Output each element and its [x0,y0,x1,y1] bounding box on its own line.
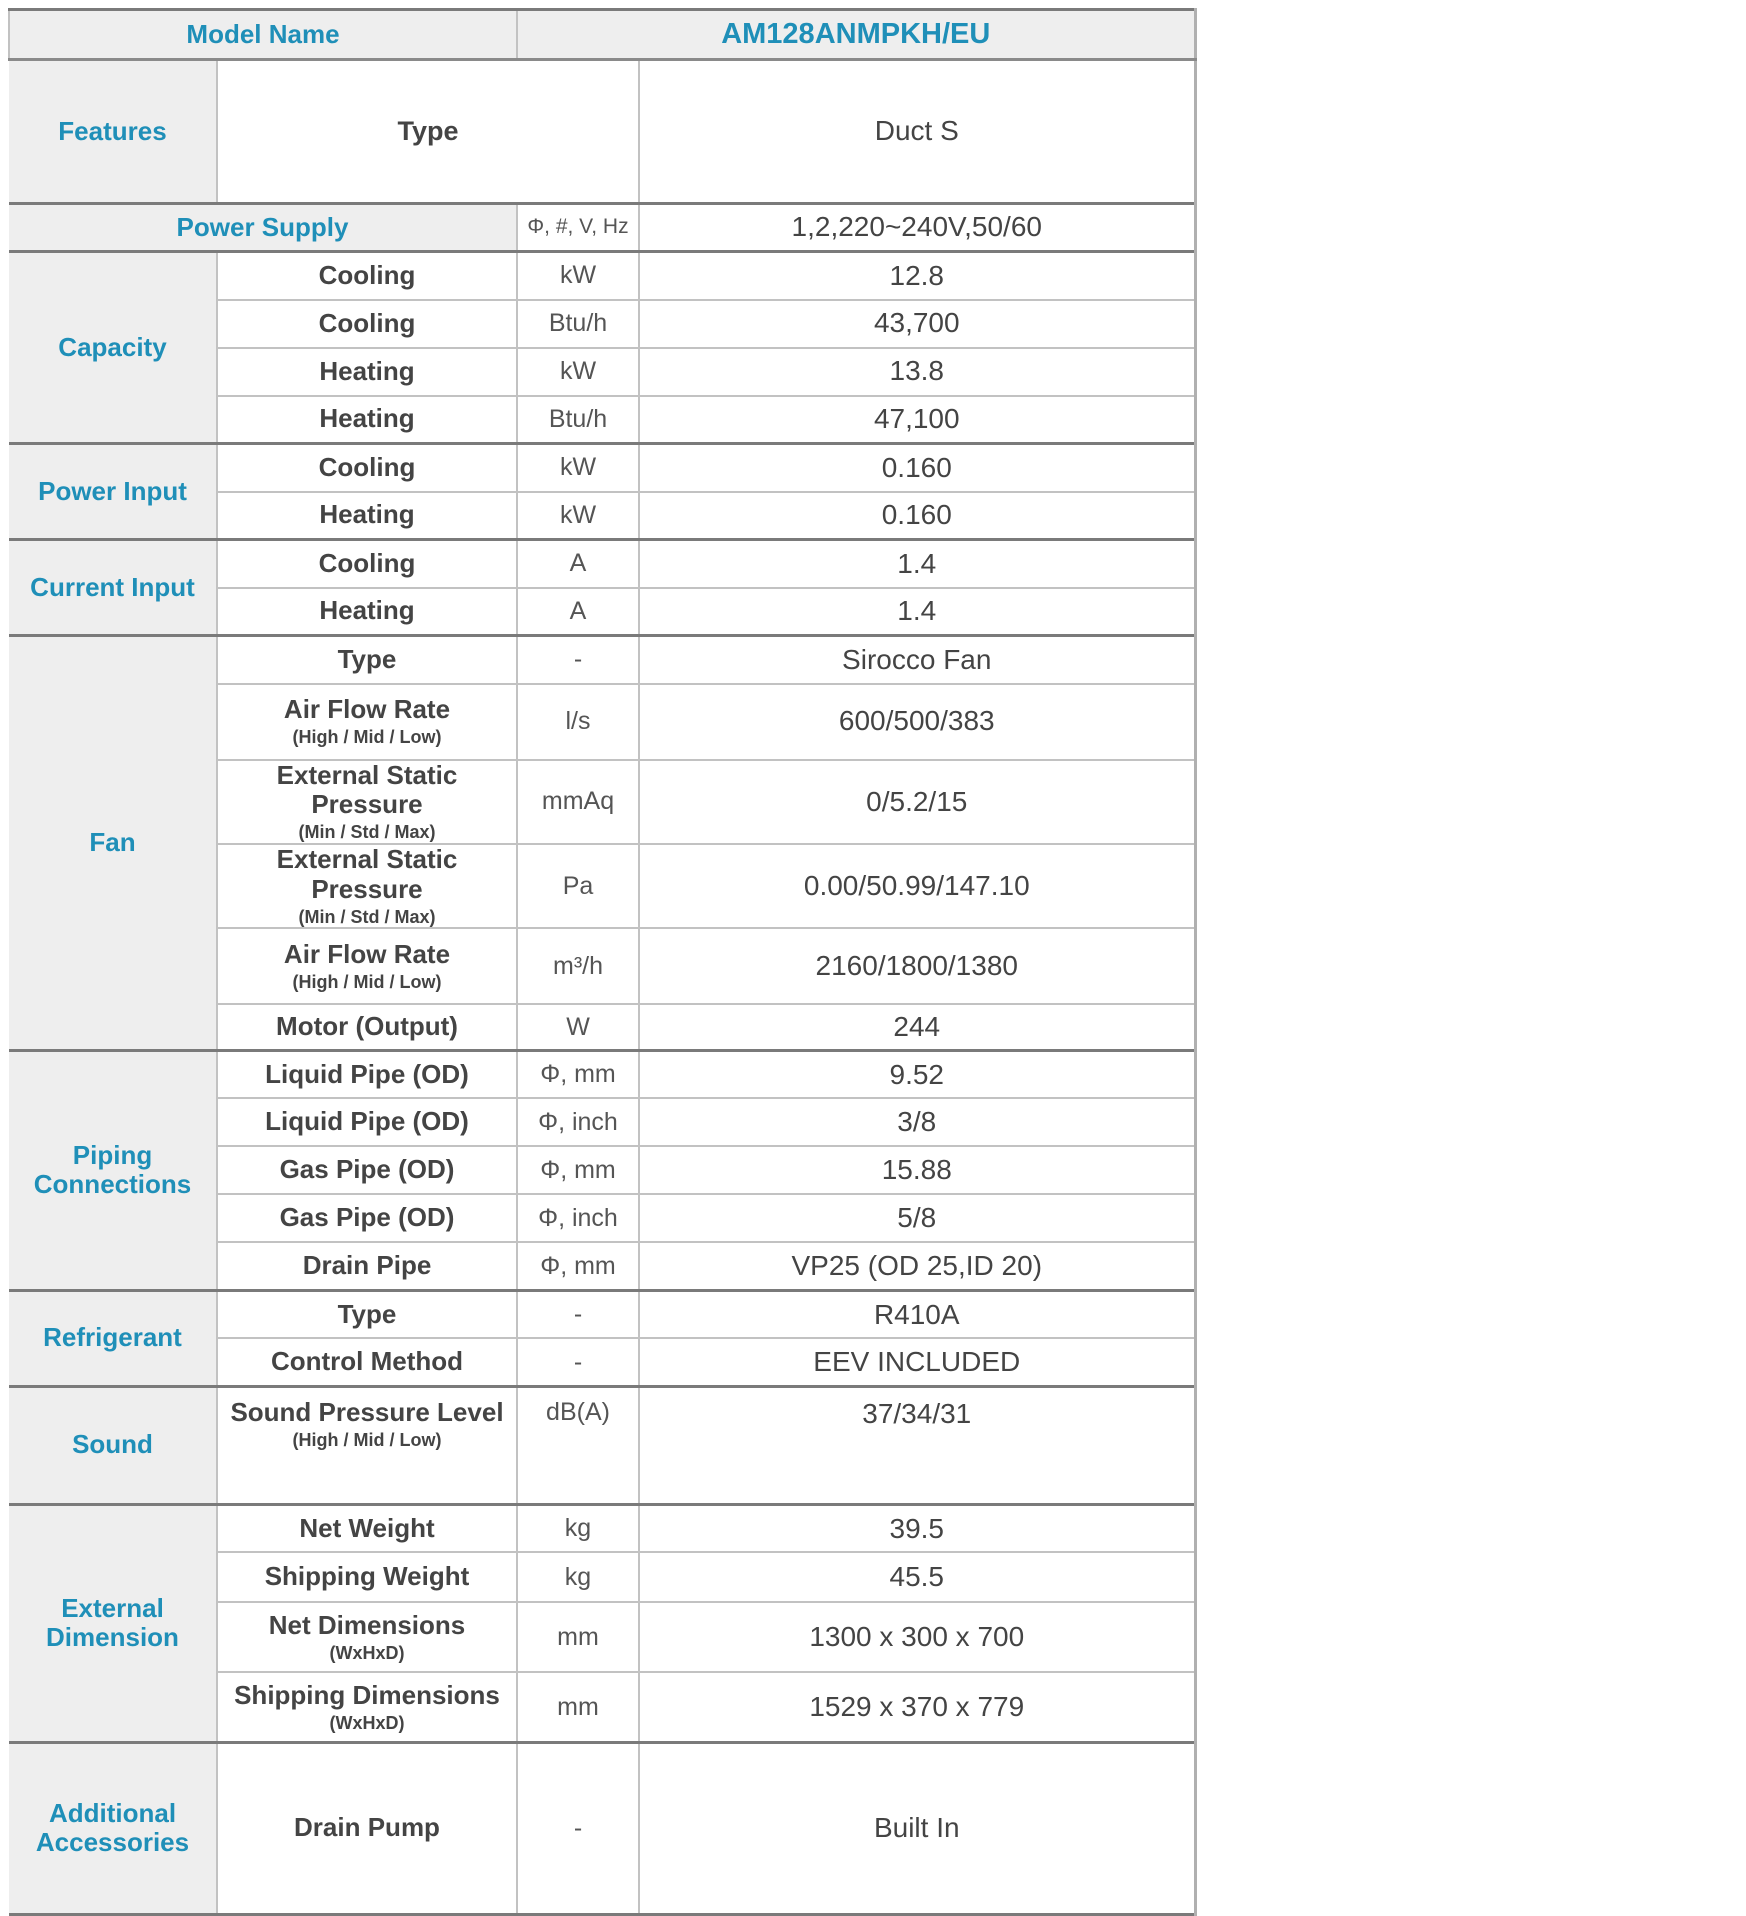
spec-item-cell [217,928,517,1004]
spec-item-subtitle: (High / Mid / Low) [292,1429,442,1450]
spec-unit: kg [517,1504,639,1552]
spec-item: Gas Pipe (OD) [217,1194,517,1242]
spec-value: VP25 (OD 25,ID 20) [639,1242,1195,1290]
spec-item: Cooling [217,252,517,300]
spec-item: Cooling [217,300,517,348]
spec-unit: Φ, inch [517,1194,639,1242]
category-external-dimension [9,1504,217,1742]
table-row [9,636,1195,684]
category-fan: Fan [9,636,217,1051]
spec-unit: - [517,636,639,684]
spec-item-subtitle: (WxHxD) [329,1643,405,1664]
model-name-label: Model Name [9,10,517,60]
spec-item-subtitle: (High / Mid / Low) [292,972,442,993]
spec-item-cell [217,1602,517,1672]
spec-value: Built In [639,1742,1195,1914]
spec-item: Motor (Output) [217,1004,517,1050]
spec-item: Liquid Pipe (OD) [217,1050,517,1098]
spec-value: 9.52 [639,1050,1195,1098]
spec-value: 600/500/383 [639,684,1195,760]
spec-value: 1.4 [639,540,1195,588]
spec-value: 45.5 [639,1552,1195,1602]
spec-value: 0.160 [639,492,1195,540]
spec-item: Control Method [217,1338,517,1386]
table-row [9,540,1195,588]
spec-item: External Static Pressure [276,843,458,904]
spec-value: Sirocco Fan [639,636,1195,684]
category-line: Additional [48,1797,177,1828]
category-power-input: Power Input [9,444,217,540]
spec-value: EEV INCLUDED [639,1338,1195,1386]
spec-unit: Φ, mm [517,1146,639,1194]
spec-item-subtitle: (Min / Std / Max) [298,906,436,927]
spec-item-cell [217,1386,517,1504]
spec-value: 13.8 [639,348,1195,396]
spec-unit: kW [517,252,639,300]
spec-unit: - [517,1290,639,1338]
category-power-supply: Power Supply [9,204,517,252]
table-row [9,1050,1195,1098]
spec-value: 0.00/50.99/147.10 [639,844,1195,928]
spec-item-subtitle: (Min / Std / Max) [298,822,436,843]
category-sound: Sound [9,1386,217,1504]
spec-item: External Static Pressure [276,759,458,820]
spec-item: Heating [217,492,517,540]
category-line: Connections [33,1169,192,1200]
spec-unit: mmAq [517,760,639,844]
spec-item: Net Weight [217,1504,517,1552]
spec-item: Sound Pressure Level [230,1396,504,1427]
header-row [9,10,1195,60]
spec-item-cell [217,760,517,844]
spec-item: Heating [217,348,517,396]
spec-value: 0.160 [639,444,1195,492]
spec-value: 3/8 [639,1098,1195,1146]
spec-unit: kW [517,444,639,492]
spec-value: 0/5.2/15 [639,760,1195,844]
spec-value: 37/34/31 [639,1386,1195,1504]
spec-item: Heating [217,588,517,636]
spec-unit: kg [517,1552,639,1602]
spec-unit: Φ, #, V, Hz [517,204,639,252]
spec-value: 39.5 [639,1504,1195,1552]
spec-unit: kW [517,348,639,396]
spec-unit: Pa [517,844,639,928]
spec-item: Type [217,60,639,204]
spec-value: 43,700 [639,300,1195,348]
spec-unit: - [517,1338,639,1386]
spec-value: 1.4 [639,588,1195,636]
power-supply-row [9,204,1195,252]
spec-item-subtitle: (WxHxD) [329,1712,405,1733]
model-name-value: AM128ANMPKH/EU [517,10,1195,60]
spec-unit: Φ, inch [517,1098,639,1146]
spec-unit: W [517,1004,639,1050]
spec-unit: Φ, mm [517,1050,639,1098]
spec-unit: A [517,588,639,636]
spec-value: 1300 x 300 x 700 [639,1602,1195,1672]
spec-value: 5/8 [639,1194,1195,1242]
spec-item: Drain Pipe [217,1242,517,1290]
spec-unit: m³/h [517,928,639,1004]
spec-table [8,8,1197,1916]
features-row [9,60,1195,204]
category-piping-connections [9,1050,217,1290]
spec-value: 1,2,220~240V,50/60 [639,204,1195,252]
spec-item: Type [217,1290,517,1338]
spec-item-subtitle: (High / Mid / Low) [292,727,442,748]
spec-item: Cooling [217,444,517,492]
spec-value: R410A [639,1290,1195,1338]
table-row [9,1386,1195,1504]
spec-unit: mm [517,1602,639,1672]
spec-unit: mm [517,1672,639,1742]
spec-unit: Btu/h [517,300,639,348]
spec-unit: dB(A) [517,1386,639,1504]
category-line: Dimension [46,1622,179,1653]
spec-item: Air Flow Rate [283,694,451,725]
spec-item: Cooling [217,540,517,588]
spec-value: 12.8 [639,252,1195,300]
spec-value: 244 [639,1004,1195,1050]
category-additional-accessories [9,1742,217,1914]
spec-item: Shipping Dimensions [234,1679,500,1710]
spec-item: Shipping Weight [217,1552,517,1602]
category-current-input: Current Input [9,540,217,636]
category-line: Accessories [35,1827,190,1858]
spec-unit: Φ, mm [517,1242,639,1290]
spec-value: 15.88 [639,1146,1195,1194]
spec-item-cell [217,844,517,928]
category-features: Features [9,60,217,204]
spec-item: Net Dimensions [268,1610,466,1641]
table-row [9,252,1195,300]
category-capacity: Capacity [9,252,217,444]
spec-unit: A [517,540,639,588]
table-row [9,444,1195,492]
category-line: External [61,1592,164,1623]
category-line: Piping [72,1139,153,1170]
spec-value: Duct S [639,60,1195,204]
spec-value: 1529 x 370 x 779 [639,1672,1195,1742]
spec-value: 47,100 [639,396,1195,444]
spec-item: Heating [217,396,517,444]
spec-item: Type [217,636,517,684]
spec-item: Drain Pump [217,1742,517,1914]
spec-item-cell [217,1672,517,1742]
spec-value: 2160/1800/1380 [639,928,1195,1004]
table-row [9,1504,1195,1552]
spec-unit: Btu/h [517,396,639,444]
spec-item-cell [217,684,517,760]
spec-item: Gas Pipe (OD) [217,1146,517,1194]
spec-unit: - [517,1742,639,1914]
spec-item: Air Flow Rate [283,939,451,970]
spec-unit: kW [517,492,639,540]
table-row [9,1742,1195,1914]
category-refrigerant: Refrigerant [9,1290,217,1386]
table-row [9,1290,1195,1338]
spec-unit: l/s [517,684,639,760]
spec-item: Liquid Pipe (OD) [217,1098,517,1146]
